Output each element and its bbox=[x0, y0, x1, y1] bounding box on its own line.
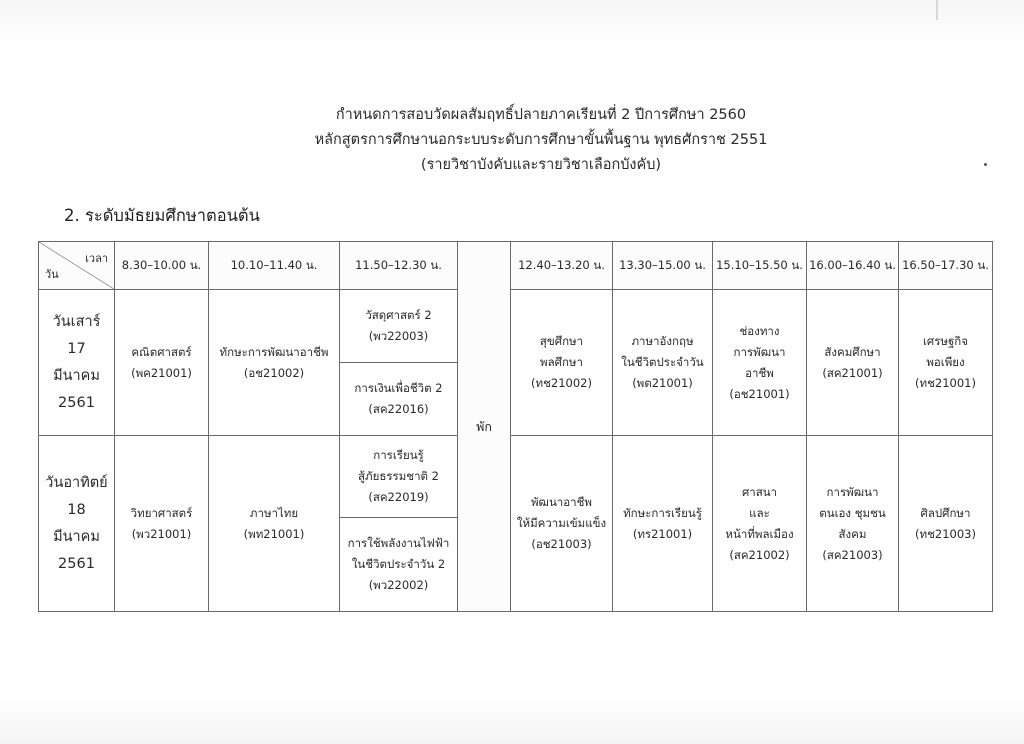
subject-name: สังคม bbox=[838, 526, 867, 541]
subject-name: ภาษาไทย bbox=[249, 505, 299, 520]
subject-name: สังคมศึกษา bbox=[824, 344, 881, 359]
subject-code: (ทช21001) bbox=[915, 376, 976, 390]
day-month: มีนาคม bbox=[53, 528, 100, 545]
subject-code: (สค21001) bbox=[822, 365, 883, 380]
subject-code: (พค21001) bbox=[131, 365, 192, 380]
table-header-row bbox=[39, 242, 993, 290]
day-date: 17 bbox=[67, 340, 86, 357]
exam-cell bbox=[115, 290, 209, 436]
exam-cell bbox=[511, 436, 613, 612]
subject-name: ทักษะการพัฒนาอาชีพ bbox=[219, 344, 329, 359]
document-header bbox=[0, 103, 1024, 178]
subject-name: อาชีพ bbox=[745, 365, 774, 380]
exam-cell bbox=[340, 436, 458, 518]
time-slot-header: 10.10–11.40 น. bbox=[209, 242, 340, 290]
subject-name: ในชีวิตประจำวัน bbox=[621, 355, 704, 369]
time-slot-header: 11.50–12.30 น. bbox=[340, 242, 458, 290]
corner-time-label: เวลา bbox=[85, 252, 108, 265]
exam-cell bbox=[209, 436, 340, 612]
subject-name: การใช้พลังงานไฟฟ้า bbox=[347, 536, 450, 550]
day-year: 2561 bbox=[58, 555, 95, 572]
subject-name: ให้มีความเข้มแข็ง bbox=[516, 516, 607, 530]
subject-code: (ทช21002) bbox=[531, 376, 592, 390]
exam-cell bbox=[713, 436, 807, 612]
exam-cell bbox=[899, 290, 993, 436]
time-slot-header: 8.30–10.00 น. bbox=[115, 242, 209, 290]
subject-name: ภาษาอังกฤษ bbox=[631, 334, 694, 348]
subject-code: (พท21001) bbox=[243, 526, 305, 541]
subject-code: (ทช21003) bbox=[915, 526, 976, 541]
exam-cell bbox=[340, 363, 458, 436]
subject-name: ในชีวิตประจำวัน 2 bbox=[351, 557, 446, 571]
subject-name: ศาสนา bbox=[741, 484, 778, 499]
subject-name: และ bbox=[749, 505, 770, 520]
subject-name: พัฒนาอาชีพ bbox=[530, 495, 593, 509]
subject-code: (ทร21001) bbox=[632, 526, 693, 541]
subject-name: ศิลปศึกษา bbox=[920, 505, 971, 520]
exam-cell bbox=[613, 436, 713, 612]
day-date: 18 bbox=[67, 501, 86, 518]
subject-name: สู้ภัยธรรมชาติ 2 bbox=[358, 469, 439, 483]
table-row-saturday-top bbox=[39, 290, 993, 363]
subject-code: (สค21003) bbox=[822, 547, 883, 562]
subject-name: วัสดุศาสตร์ 2 bbox=[365, 308, 432, 322]
subject-name: เศรษฐกิจ bbox=[922, 334, 969, 348]
scan-speck bbox=[984, 163, 987, 166]
subject-name: หน้าที่พลเมือง bbox=[725, 526, 794, 541]
exam-cell bbox=[340, 290, 458, 363]
corner-day-label: วัน bbox=[45, 268, 59, 281]
subject-name: ช่องทาง bbox=[739, 323, 780, 338]
day-cell-sunday bbox=[39, 436, 115, 612]
subject-code: (พว22002) bbox=[368, 578, 429, 592]
subject-code: (สค22019) bbox=[368, 490, 429, 504]
exam-cell bbox=[807, 436, 899, 612]
time-slot-header: 12.40–13.20 น. bbox=[511, 242, 613, 290]
day-month: มีนาคม bbox=[53, 367, 100, 384]
time-slot-header: 16.50–17.30 น. bbox=[899, 242, 993, 290]
exam-cell bbox=[899, 436, 993, 612]
subject-code: (อช21001) bbox=[729, 386, 790, 401]
header-subject-type-line: (รายวิชาบังคับและรายวิชาเลือกบังคับ) bbox=[420, 157, 662, 173]
subject-code: (พต21001) bbox=[632, 376, 693, 390]
subject-code: (พว22003) bbox=[368, 329, 429, 343]
time-slot-header: 16.00–16.40 น. bbox=[807, 242, 899, 290]
page-fold-mark bbox=[936, 0, 938, 20]
subject-code: (อช21002) bbox=[243, 365, 305, 380]
day-name: วันเสาร์ bbox=[52, 313, 101, 330]
exam-cell bbox=[613, 290, 713, 436]
subject-name: การพัฒนา bbox=[826, 484, 879, 499]
subject-name: พลศึกษา bbox=[540, 355, 583, 369]
table-corner-cell bbox=[39, 242, 115, 290]
subject-name: สุขศึกษา bbox=[539, 334, 584, 348]
time-slot-header: 13.30–15.00 น. bbox=[613, 242, 713, 290]
exam-cell bbox=[713, 290, 807, 436]
exam-cell bbox=[511, 290, 613, 436]
section-title: 2. ระดับมัธยมศึกษาตอนต้น bbox=[64, 206, 260, 225]
subject-name: ทักษะการเรียนรู้ bbox=[623, 505, 702, 520]
day-cell-saturday bbox=[39, 290, 115, 436]
subject-code: (อช21003) bbox=[531, 537, 592, 551]
exam-cell bbox=[340, 518, 458, 612]
day-year: 2561 bbox=[58, 394, 95, 411]
subject-name: การเงินเพื่อชีวิต 2 bbox=[354, 381, 443, 395]
exam-schedule-table bbox=[38, 241, 993, 612]
header-curriculum-line: หลักสูตรการศึกษานอกระบบระดับการศึกษาขั้นพื้นฐาน พุทธศักราช 2551 bbox=[314, 132, 768, 148]
subject-name: การเรียนรู้ bbox=[373, 448, 424, 462]
time-slot-header: 15.10–15.50 น. bbox=[713, 242, 807, 290]
subject-name: ตนเอง ชุมชน bbox=[819, 505, 886, 520]
break-cell bbox=[458, 242, 511, 612]
exam-cell bbox=[115, 436, 209, 612]
subject-name: การพัฒนา bbox=[733, 344, 786, 359]
day-name: วันอาทิตย์ bbox=[45, 474, 108, 491]
subject-code: (สค22016) bbox=[368, 402, 429, 416]
exam-cell bbox=[807, 290, 899, 436]
subject-name: วิทยาศาสตร์ bbox=[130, 505, 193, 520]
subject-code: (พว21001) bbox=[131, 526, 192, 541]
header-title-line: กำหนดการสอบวัดผลสัมฤทธิ์ปลายภาคเรียนที่ 2 ปีการศึกษา 2560 bbox=[335, 107, 747, 123]
table-row-sunday-top bbox=[39, 436, 993, 518]
subject-name: คณิตศาสตร์ bbox=[131, 344, 192, 359]
break-label: พัก bbox=[476, 419, 492, 434]
subject-code: (สค21002) bbox=[729, 547, 790, 562]
subject-name: พอเพียง bbox=[926, 355, 965, 369]
exam-cell bbox=[209, 290, 340, 436]
